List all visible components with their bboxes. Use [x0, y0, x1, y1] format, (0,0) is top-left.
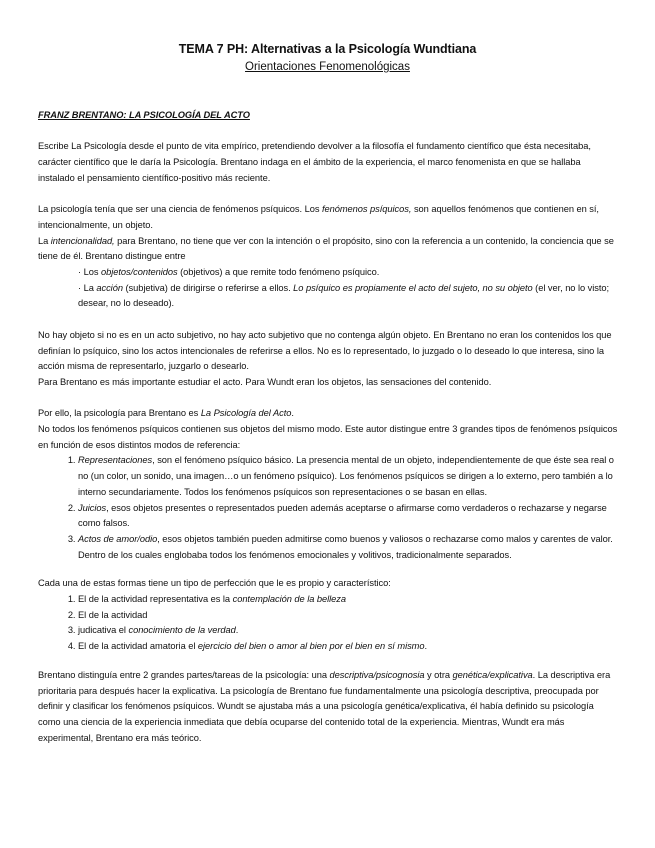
list-item: 1. Representaciones, son el fenómeno psíquico básico. La presencia mental de un objeto, independientemente de que éste sea real o no (un color, un sonido, una imagen…o un fenómeno psíquico). Los fenómenos psíquicos se dirigen a lo externo, pero también a lo interno secundariamente. Todos los fenómenos psíquicos son representaciones o se basan en ellas. [78, 453, 618, 500]
page-subtitle: Orientaciones Fenomenológicas [245, 61, 410, 73]
list-perfecciones [38, 592, 618, 655]
document-body [38, 108, 618, 746]
list-item: 3. Actos de amor/odio, esos objetos también pueden admitirse como buenos y valiosos o rechazarse como malos y carentes de valor. Dentro de los cuales englobaba todos los fenómenos emocionales y volitivos, tradicionalmente separados. [78, 532, 618, 563]
bullet-accion: · La acción (subjetiva) de dirigirse o referirse a ellos. Lo psíquico es propiamente el acto del sujeto, no su objeto (el ver, no lo visto; desear, no lo deseado). [78, 282, 610, 309]
list-fenomenos [38, 453, 618, 563]
paragraph-perfeccion: Cada una de estas formas tiene un tipo de perfección que le es propio y característico: [38, 578, 391, 589]
paragraph-tipos: No todos los fenómenos psíquicos contienen sus objetos del mismo modo. Este autor distingue entre 3 grandes tipos de fenómenos psíquicos en función de esos distintos modos de referencia: [38, 424, 618, 450]
list-item: 1. El de la actividad representativa es la contemplación de la belleza [78, 592, 618, 608]
page-title: TEMA 7 PH: Alternativas a la Psicología Wundtiana [178, 42, 477, 56]
section-heading: FRANZ BRENTANO: LA PSICOLOGÍA DEL ACTO [38, 110, 250, 120]
list-item: 4. El de la actividad amatoria el ejercicio del bien o amor al bien por el bien en sí mismo. [78, 639, 618, 655]
paragraph-wundt-comparison: Para Brentano es más importante estudiar el acto. Para Wundt eran los objetos, las sensaciones del contenido. [38, 376, 492, 387]
list-item: 3. judicativa el conocimiento de la verdad. [78, 623, 618, 639]
list-item: 2. El de la actividad [78, 608, 618, 624]
paragraph-descriptiva: Brentano distinguía entre 2 grandes partes/tareas de la psicología: una descriptiva/psicognosia y otra genética/explicativa. La descriptiva era prioritaria para después hacer la explicativa. La psicología de Brentano fue fundamentalmente una psicología descriptiva, preocupada por definir y clasificar los fenómenos psíquicos. Wundt se ajustaba más a una psicología genética/explicativa, él había definido su psicología como una ciencia de la experiencia inmediata que debía ocuparse del contenido total de la experiencia. Mientras, Wundt era más experimental, Brentano era más teórico. [38, 669, 611, 743]
paragraph-acto-objeto: No hay objeto si no es en un acto subjetivo, no hay acto subjetivo que no contenga algún objeto. En Brentano no eran los contenidos los que definían lo psíquico, sino los actos intencionales de referirse a ellos. No es lo representado, lo juzgado o lo deseado lo que interesa, sino la acción misma de representarlo, juzgarlo o desearlo. [38, 329, 612, 372]
list-item: 2. Juicios, esos objetos presentes o representados pueden además aceptarse o afirmarse como verdaderos o rechazarse y negarse como falsos. [78, 501, 618, 532]
paragraph-intro: Escribe La Psicología desde el punto de vita empírico, pretendiendo devolver a la filosofía el fundamento científico que ésta necesitaba, carácter científico que le daría la Psicología. Brentano indaga en el ámbito de la experiencia, el marco fenomenista en que se hallaba instalado el pensamiento científico-positivo más reciente. [38, 141, 591, 183]
bullet-objetos: · Los objetos/contenidos (objetivos) a que remite todo fenómeno psíquico. [78, 267, 380, 277]
paragraph-intencionalidad: La intencionalidad, para Brentano, no tiene que ver con la intención o el propósito, sino con la referencia a un contenido, la conciencia que se tiene de él. Brentano distingue entre [38, 235, 614, 262]
paragraph-psicologia-acto: Por ello, la psicología para Brentano es La Psicología del Acto. [38, 408, 294, 419]
paragraph-fenomenos: La psicología tenía que ser una ciencia de fenómenos psíquicos. Los fenómenos psíquicos, son aquellos fenómenos que contienen en sí, intencionalmente, un objeto. [38, 204, 599, 230]
